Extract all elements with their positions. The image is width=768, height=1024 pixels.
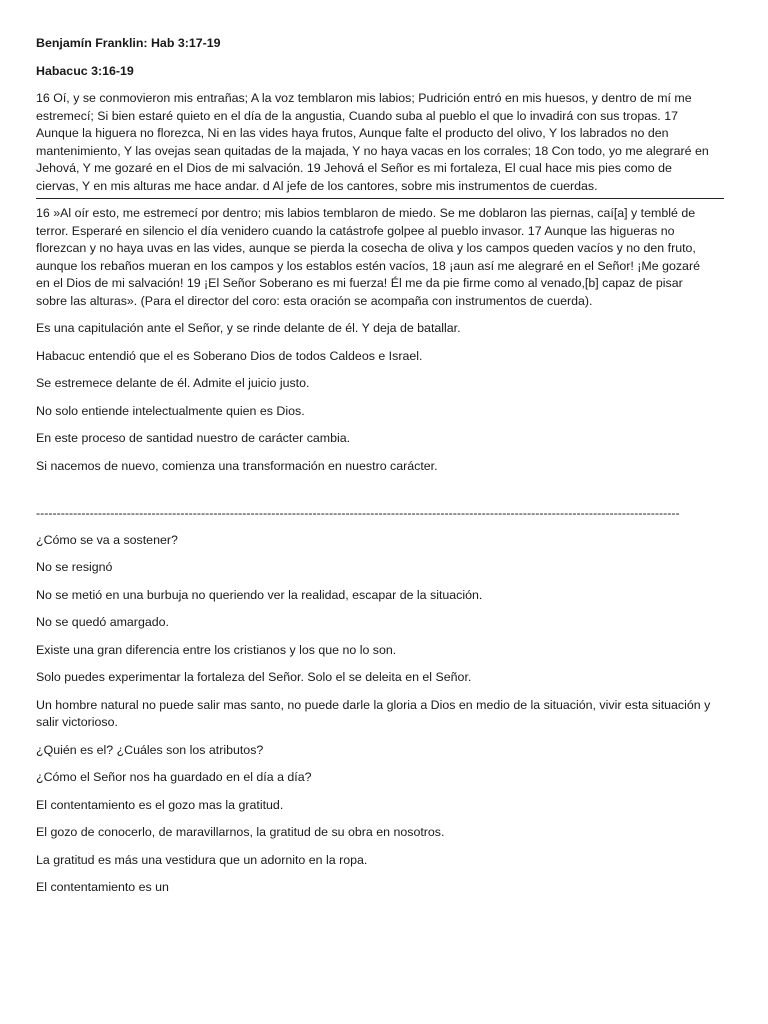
note-line: En este proceso de santidad nuestro de carácter cambia. — [36, 431, 351, 445]
horizontal-rule — [36, 198, 724, 199]
note-line: El gozo de conocerlo, de maravillarnos, la gratitud de su obra en nosotros. — [36, 825, 445, 839]
note-line: El contentamiento es un — [36, 880, 169, 894]
note-line: La gratitud es más una vestidura que un adornito en la ropa. — [36, 852, 368, 867]
passage-heading: Habacuc 3:16-19 — [36, 63, 134, 78]
notes-section-1 — [36, 320, 716, 475]
document-page — [36, 35, 716, 907]
note-line: No se quedó amargado. — [36, 615, 169, 629]
notes-section-2 — [36, 532, 716, 897]
note-line: Solo puedes experimentar la fortaleza del Señor. Solo el se deleita en el Señor. — [36, 670, 472, 684]
note-line: No solo entiende intelectualmente quien es Dios. — [36, 403, 305, 418]
note-line: No se metió en una burbuja no queriendo ver la realidad, escapar de la situación. — [36, 587, 483, 602]
note-line: No se resignó — [36, 560, 113, 574]
note-line: Se estremece delante de él. Admite el juicio justo. — [36, 376, 310, 390]
note-line: Existe una gran diferencia entre los cristianos y los que no lo son. — [36, 642, 397, 657]
note-line: ¿Cómo el Señor nos ha guardado en el día a día? — [36, 770, 312, 784]
document-title: Benjamín Franklin: Hab 3:17-19 — [36, 36, 221, 50]
note-line: ¿Cómo se va a sostener? — [36, 532, 178, 547]
dashed-separator: ------------------------------------------------------------------------------------------------------------------------------------------------------------ — [36, 506, 680, 520]
note-line: Habacuc entendió que el es Soberano Dios de todos Caldeos e Israel. — [36, 348, 423, 363]
note-line: El contentamiento es el gozo mas la gratitud. — [36, 797, 284, 812]
note-line: Es una capitulación ante el Señor, y se rinde delante de él. Y deja de batallar. — [36, 321, 461, 335]
verse-text-reina-valera: 16 Oí, y se conmovieron mis entrañas; A la voz temblaron mis labios; Pudrición entró en mis huesos, y dentro de mí me estremecí; Si bien estaré quieto en el día de la angustia, Cuando suba al pueblo el que lo invadirá con sus tropas. 17 Aunque la higuera no florezca, Ni en las vides haya frutos, Aunque falte el producto del olivo, Y los labrados no den mantenimiento, Y las ovejas sean quitadas de la majada, Y no haya vacas en los corrales; 18 Con todo, yo me alegraré en Jehová, Y me gozaré en el Dios de mi salvación. 19 Jehová el Señor es mi fortaleza, El cual hace mis pies como de ciervas, Y en mis alturas me hace andar. d Al jefe de los cantores, sobre mis instrumentos de cuerdas. — [36, 91, 709, 193]
note-line: ¿Quién es el? ¿Cuáles son los atributos? — [36, 742, 264, 757]
verse-text-ntv: 16 »Al oír esto, me estremecí por dentro; mis labios temblaron de miedo. Se me doblaron las piernas, caí[a] y temblé de terror. Esperaré en silencio el día venidero cuando la catástrofe golpee al pueblo invasor. 17 Aunque las higueras no florezcan y no haya uvas en las vides, aunque se pierda la cosecha de oliva y los campos queden vacíos y no den fruto, aunque los rebaños mueran en los campos y los establos estén vacíos, 18 ¡aun así me alegraré en el Señor! ¡Me gozaré en el Dios de mi salvación! 19 ¡El Señor Soberano es mi fuerza! Él me da pie firme como al venado,[b] capaz de pisar sobre las alturas». (Para el director del coro: esta oración se acompaña con instrumentos de cuerda). — [36, 206, 700, 308]
note-line: Si nacemos de nuevo, comienza una transformación en nuestro carácter. — [36, 458, 438, 473]
note-line: Un hombre natural no puede salir mas santo, no puede darle la gloria a Dios en medio de la situación, vivir esta situación y salir victorioso. — [36, 697, 711, 729]
